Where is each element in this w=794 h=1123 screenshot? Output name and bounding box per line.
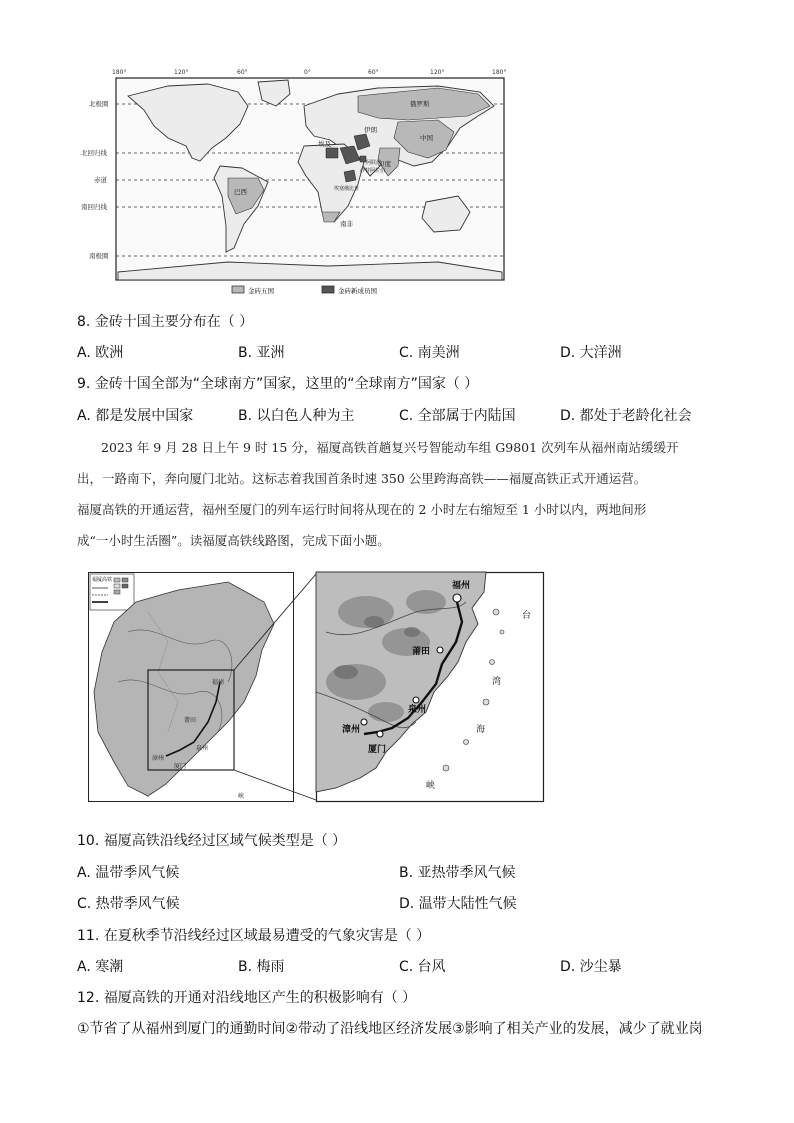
country-label: 埃及 — [318, 140, 331, 148]
question-12-stem: 12. 福厦高铁的开通对沿线地区产生的积极影响有（ ） — [77, 990, 417, 1006]
lon-label: 0° — [304, 69, 311, 76]
lon-label: 60° — [368, 69, 379, 76]
legend-label: 金砖新成员国 — [338, 287, 377, 295]
city-label: 泉州 — [408, 705, 427, 715]
egypt-shade — [326, 148, 338, 158]
lat-label: 北极圈 — [89, 100, 109, 108]
q12-statements: ①节省了从福州到厦门的通勤时间②带动了沿线地区经济发展③影响了相关产业的发展，减少了就业岗 — [77, 1021, 703, 1037]
legend-title: 福厦高铁 — [92, 577, 113, 583]
q8-option-d[interactable]: D. 大洋洲 — [560, 345, 622, 361]
question-10-stem: 10. 福厦高铁沿线经过区域气候类型是（ ） — [77, 833, 347, 849]
q11-option-c[interactable]: C. 台风 — [399, 959, 446, 975]
world-map — [81, 66, 512, 298]
ethiopia-shade — [344, 170, 356, 182]
strait-label: 峡 — [238, 793, 245, 800]
q11-option-a[interactable]: A. 寒潮 — [77, 959, 124, 975]
country-label: 俄罗斯 — [410, 100, 430, 108]
q11-option-b[interactable]: B. 梅雨 — [238, 959, 285, 975]
city-label: 泉州 — [196, 745, 209, 752]
lat-label: 南回归线 — [81, 203, 107, 211]
sea-label: 海 — [476, 725, 486, 735]
passage-line: 成“一小时生活圈”。读福厦高铁线路图，完成下面小题。 — [77, 533, 390, 548]
q11-option-d[interactable]: D. 沙尘暴 — [560, 959, 622, 975]
inset-connector — [230, 572, 320, 802]
q10-option-b[interactable]: B. 亚热带季风气候 — [399, 865, 516, 881]
city-label: 漳州 — [342, 725, 361, 735]
q9-option-b[interactable]: B. 以白色人种为主 — [238, 408, 355, 424]
city-label: 莆田 — [412, 647, 431, 657]
fuzhou-marker — [453, 594, 461, 602]
lon-label: 180° — [112, 69, 127, 76]
question-9-stem: 9. 金砖十国全部为“全球南方”国家，这里的“全球南方”国家（ ） — [77, 376, 479, 392]
q10-option-a[interactable]: A. 温带季风气候 — [77, 865, 180, 881]
question-8-stem: 8. 金砖十国主要分布在（ ） — [77, 314, 254, 330]
sea-label: 峡 — [426, 781, 436, 791]
country-label: 南非 — [340, 220, 353, 228]
lat-label: 北回归线 — [81, 149, 107, 157]
country-label: 伊朗 — [364, 126, 377, 134]
country-label: 阿联酋 — [366, 160, 382, 166]
q10-option-d[interactable]: D. 温带大陆性气候 — [399, 896, 517, 912]
putian-marker — [437, 647, 443, 653]
sea-label: 台 — [522, 611, 532, 621]
q9-option-c[interactable]: C. 全部属于内陆国 — [399, 408, 516, 424]
q8-option-b[interactable]: B. 亚洲 — [238, 345, 285, 361]
city-label: 福州 — [452, 581, 471, 591]
lon-label: 180° — [492, 69, 507, 76]
city-label: 漳州 — [152, 755, 165, 762]
lon-label: 120° — [174, 69, 189, 76]
legend-label: 金砖五国 — [248, 287, 274, 295]
country-label: 印度 — [378, 160, 391, 168]
city-label: 厦门 — [368, 745, 387, 755]
lon-label: 120° — [430, 69, 445, 76]
quanzhou-marker — [413, 697, 419, 703]
country-label: 沙特阿拉伯 — [360, 168, 386, 174]
passage-line: 福厦高铁的开通运营，福州至厦门的列车运行时间将从现在的 2 小时左右缩短至 1 小时以内，两地间形 — [77, 502, 647, 517]
xiamen-marker — [377, 731, 383, 737]
lat-label: 赤道 — [94, 176, 107, 184]
question-11-stem: 11. 在夏秋季节沿线经过区域最易遭受的气象灾害是（ ） — [77, 928, 431, 944]
city-label: 福州 — [212, 679, 225, 686]
lon-label: 60° — [237, 69, 248, 76]
q9-option-d[interactable]: D. 都处于老龄化社会 — [560, 408, 692, 424]
country-label: 巴西 — [234, 188, 247, 196]
passage-line: 出，一路南下，奔向厦门北站。这标志着我国首条时速 350 公里跨海高铁——福厦高铁正式开通运营。 — [77, 471, 647, 486]
country-label: 埃塞俄比亚 — [334, 186, 360, 192]
reading-passage — [77, 432, 717, 556]
city-label: 莆田 — [184, 717, 197, 724]
legend-swatch-brics — [232, 286, 244, 293]
country-label: 中国 — [420, 134, 433, 142]
q8-option-a[interactable]: A. 欧洲 — [77, 345, 124, 361]
q9-option-a[interactable]: A. 都是发展中国家 — [77, 408, 194, 424]
fuxia-railway-map — [316, 572, 544, 802]
zhangzhou-marker — [361, 719, 367, 725]
city-label: 厦门 — [174, 763, 187, 770]
q10-option-c[interactable]: C. 热带季风气候 — [77, 896, 180, 912]
passage-line: 2023 年 9 月 28 日上午 9 时 15 分，福厦高铁首趟复兴号智能动车组 G9801 次列车从福州南站缓缓开 — [101, 440, 679, 455]
legend-swatch-new — [322, 286, 334, 293]
lat-label: 南极圈 — [89, 252, 109, 260]
sea-label: 湾 — [492, 677, 502, 687]
q8-option-c[interactable]: C. 南美洲 — [399, 345, 460, 361]
